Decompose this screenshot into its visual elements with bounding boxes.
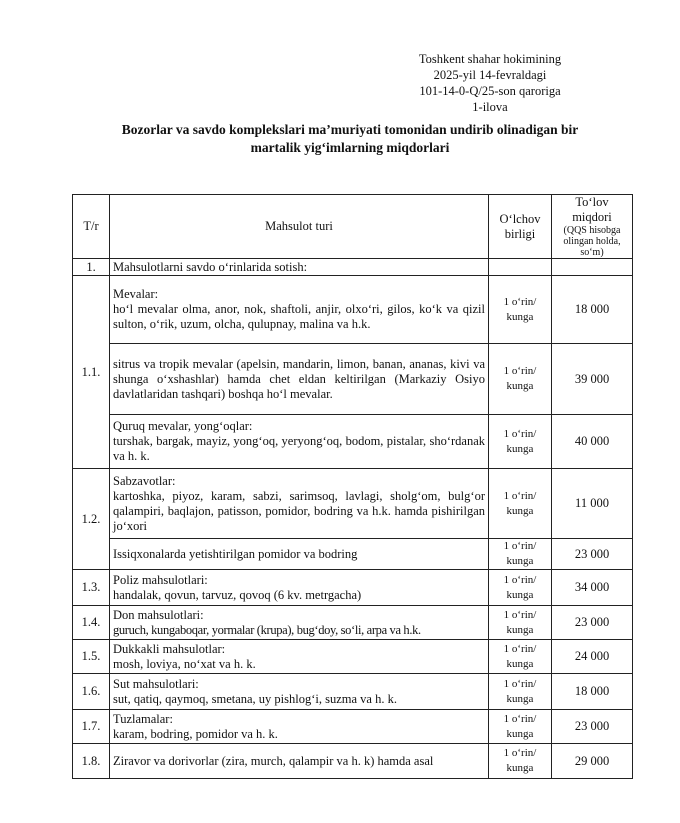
row-description [110,640,489,674]
table-row [73,640,633,674]
table-row [73,415,633,469]
row-details: mosh, loviya, no‘xat va h. k. [113,656,256,671]
header-payment-line-2: miqdori [572,210,612,224]
row-details: sut, qatiq, qaymoq, smetana, uy pishlog‘i, suzma va h. k. [113,691,397,706]
row-unit: 1 o‘rin/ kunga [489,674,552,710]
row-unit: 1 o‘rin/ kunga [489,570,552,606]
appendix-line-authority: Toshkent shahar hokimining [418,52,562,66]
table-row [73,344,633,415]
table-row [73,570,633,606]
header-payment-note: (QQS hisobga olingan holda, so‘m) [563,225,621,258]
row-price: 18 000 [552,276,633,344]
header-number: T/r [73,195,110,259]
row-details: sitrus va tropik mevalar (apelsin, mandarin, limon, banan, ananas, kivi va shunga o‘xshashlar) hamda chet eldan keltirilgan (Markaziy Osiyo davlatlaridan tashqari) boshqa ho‘l mevalar. [113,356,485,401]
row-details: ho‘l mevalar olma, anor, nok, shaftoli, anjir, olxo‘ri, gilos, ko‘k va qizil sulton, o‘rik, uzum, olcha, qulupnay, malina va h.k. [113,302,485,331]
row-category: Tuzlamalar: [113,711,173,726]
row-number: 1.2. [73,469,110,570]
row-unit: 1 o‘rin/ kunga [489,469,552,539]
row-description [110,674,489,710]
row-details: handalak, qovun, tarvuz, qovoq (6 kv. metrgacha) [113,587,362,602]
row-details: turshak, bargak, mayiz, yong‘oq, yeryong‘oq, bodom, pistalar, sho‘rdanak va h. k. [113,434,485,463]
fees-table [72,194,633,779]
row-description [110,606,489,640]
header-unit-line-1: O‘lchov [499,211,541,226]
row-description [110,415,489,469]
appendix-header [400,51,580,115]
row-details: Issiqxonalarda yetishtirilgan pomidor va bodring [113,546,358,561]
title-line-1: Bozorlar va savdo komplekslari ma’muriyati tomonidan undirib olinadigan bir [121,122,579,137]
row-details: guruch, kungaboqar, yormalar (krupa), bug‘doy, so‘li, arpa va h.k. [113,622,421,637]
row-description: Mahsulotlarni savdo o‘rinlarida sotish: [110,259,489,276]
row-details: karam, bodring, pomidor va h. k. [113,726,278,741]
row-unit: 1 o‘rin/ kunga [489,415,552,469]
row-category: Don mahsulotlari: [113,607,204,622]
row-number: 1.3. [73,570,110,606]
row-price: 11 000 [552,469,633,539]
row-number: 1.5. [73,640,110,674]
row-price: 23 000 [552,606,633,640]
table-row [73,674,633,710]
row-category: Dukkakli mahsulotlar: [113,641,226,656]
table-row-section [73,259,633,276]
row-number: 1.7. [73,710,110,744]
row-number: 1.8. [73,744,110,779]
row-number: 1. [73,259,110,276]
table-row [73,539,633,570]
appendix-line-date: 2025-yil 14-fevraldagi [433,68,547,82]
row-unit [489,259,552,276]
row-description [110,744,489,779]
row-category: Sut mahsulotlari: [113,676,199,691]
row-description [110,469,489,539]
row-unit: 1 o‘rin/ kunga [489,744,552,779]
table-row [73,710,633,744]
row-price: 29 000 [552,744,633,779]
row-price: 18 000 [552,674,633,710]
row-unit: 1 o‘rin/ kunga [489,640,552,674]
row-price: 39 000 [552,344,633,415]
row-category: Mevalar: [113,287,159,301]
row-category: Poliz mahsulotlari: [113,572,208,587]
row-unit: 1 o‘rin/ kunga [489,276,552,344]
header-unit-line-2: birligi [504,226,536,241]
row-description [110,276,489,344]
table-header-row [73,195,633,259]
row-number: 1.4. [73,606,110,640]
row-category: Sabzavotlar: [113,473,176,488]
row-price: 34 000 [552,570,633,606]
row-unit: 1 o‘rin/ kunga [489,606,552,640]
appendix-line-decree: 101-14-0-Q/25-son qaroriga [419,84,561,98]
row-number: 1.6. [73,674,110,710]
appendix-line-number: 1-ilova [472,100,508,114]
header-unit [489,195,552,259]
row-price [552,259,633,276]
row-price: 24 000 [552,640,633,674]
row-price: 23 000 [552,539,633,570]
table-row [73,276,633,344]
row-unit: 1 o‘rin/ kunga [489,344,552,415]
header-payment-line-1: To‘lov [575,195,609,209]
row-description [110,539,489,570]
document-title [70,121,630,157]
row-price: 40 000 [552,415,633,469]
table-row [73,606,633,640]
row-number: 1.1. [73,276,110,469]
row-unit: 1 o‘rin/ kunga [489,710,552,744]
row-description [110,710,489,744]
table-row [73,469,633,539]
header-product-type: Mahsulot turi [110,195,489,259]
header-payment-amount [552,195,633,259]
row-price: 23 000 [552,710,633,744]
row-details: Ziravor va dorivorlar (zira, murch, qalampir va h. k) hamda asal [113,753,434,768]
row-category: Quruq mevalar, yong‘oqlar: [113,419,253,433]
row-description [110,570,489,606]
row-unit: 1 o‘rin/ kunga [489,539,552,570]
title-line-2: martalik yig‘imlarning miqdorlari [250,140,450,155]
row-description [110,344,489,415]
table-row [73,744,633,779]
row-details: kartoshka, piyoz, karam, sabzi, sarimsoq, lavlagi, sholg‘om, bulg‘or qalampiri, baqlajon, patisson, pomidor, bodring va h.k. hamda pishirilgan jo‘xori [113,488,485,533]
